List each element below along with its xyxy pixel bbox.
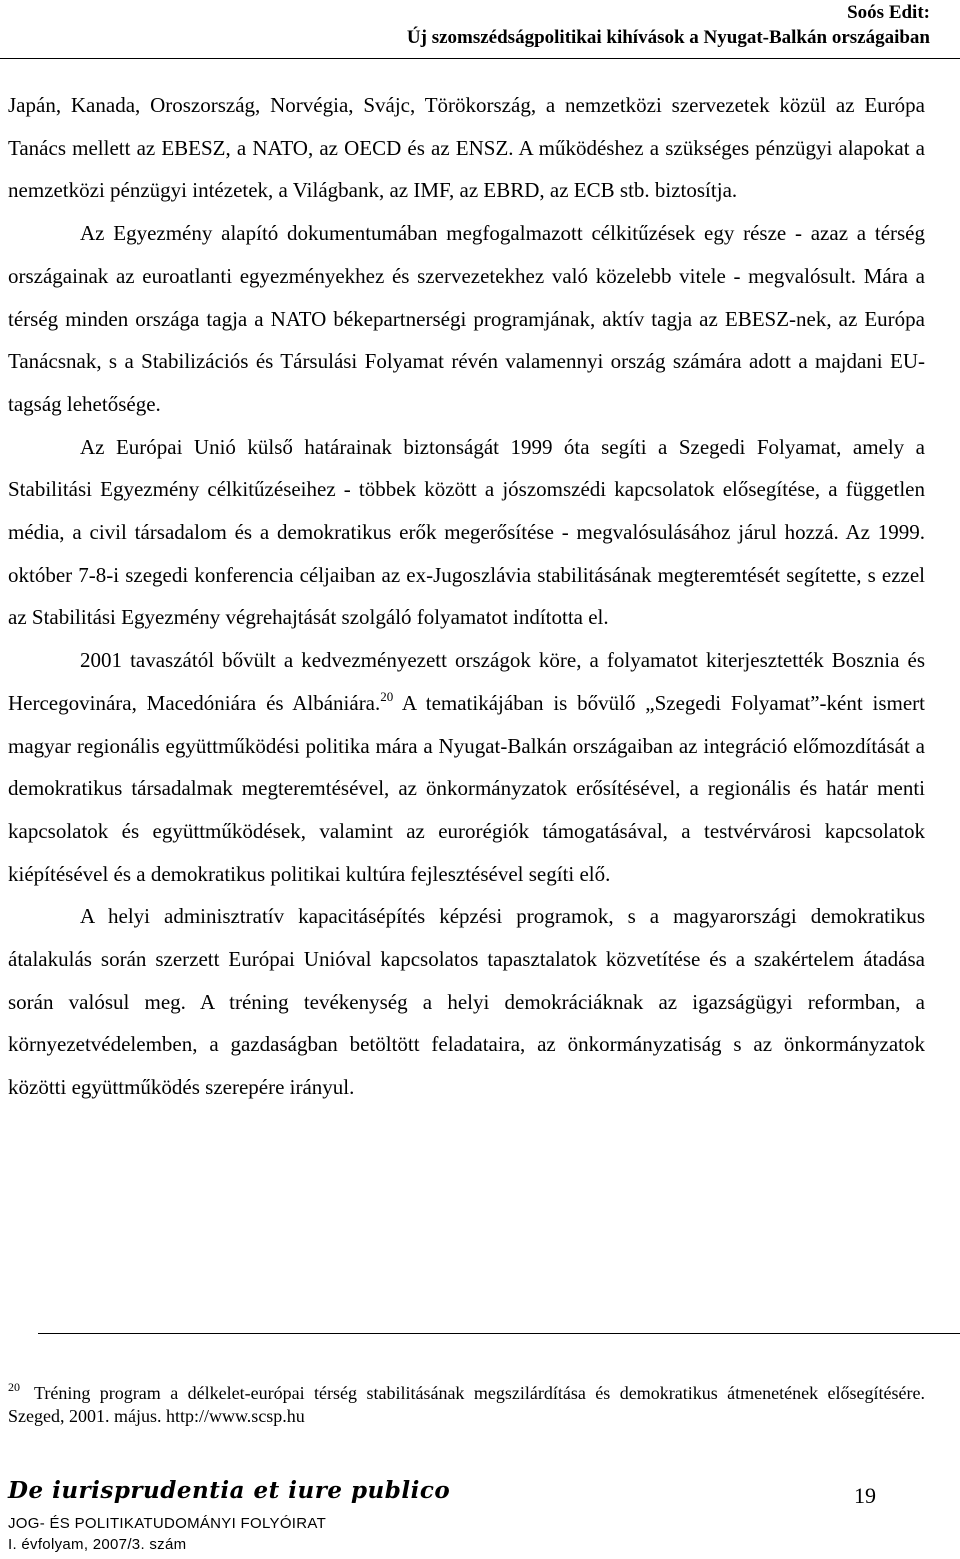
footnote-text: Tréning program a délkelet-európai térség stabilitásának megszilárdítása és demokratikus átmenetének elősegítésére. Szeged, 2001. május. http://www.scsp.hu (8, 1383, 925, 1426)
running-header (407, 0, 930, 50)
header-title: Új szomszédságpolitikai kihívások a Nyugat-Balkán országaiban (406, 27, 930, 48)
footnote-divider (38, 1333, 960, 1334)
header-divider (0, 58, 960, 59)
main-text (8, 84, 925, 1109)
header-author: Soós Edit: (847, 2, 930, 23)
footnote-number: 20 (8, 1380, 20, 1394)
paragraph-3: Az Európai Unió külső határainak biztonságát 1999 óta segíti a Szegedi Folyamat, amely a Stabilitási Egyezmény célkitűzéseihez - többek között a jószomszédi kapcsolatok elősegítése, a független média, a civil társadalom és a demokratikus erők megerősítése - megvalósulásához járul hozzá. Az 1999. október 7-8-i szegedi konferencia céljaiban az ex-Jugoszlávia stabilitásának megteremtését segítette, s ezzel az Stabilitási Egyezmény végrehajtását szolgáló folyamatot indította el. (8, 434, 925, 630)
journal-volume: I. évfolyam, 2007/3. szám (8, 1536, 187, 1553)
paragraph-4 (8, 639, 925, 895)
paragraph-4-part-1: 2001 tavaszától bővült a kedvezményezett országok köre, a folyamatot kiterjesztették Bosznia és Hercegovinára, Macedóniára és Albániára. (8, 648, 925, 715)
paragraph-4-part-2: A tematikájában is bővülő „Szegedi Folyamat”-ként ismert magyar regionális együttműködési politika mára a Nyugat-Balkán országaiban az integráció előmozdítását a demokratikus társadalmak megteremtésével, az önkormányzatok erősítésével, a regionális és határ menti kapcsolatok és együttműködések, valamint az eurorégiók támogatásával, a testvérvárosi kapcsolatok kiépítésével és a demokratikus politikai kultúra fejlesztésével segíti elő. (8, 690, 925, 886)
paragraph-1: Japán, Kanada, Oroszország, Norvégia, Svájc, Törökország, a nemzetközi szervezetek közül az Európa Tanács mellett az EBESZ, a NATO, az OECD és az ENSZ. A működéshez a szükséges pénzügyi alapokat a nemzetközi pénzügyi intézetek, a Világbank, az IMF, az EBRD, az ECB stb. biztosítja. (8, 93, 925, 203)
footnote (8, 1382, 925, 1428)
journal-title: De iurisprudentia et iure publico (8, 1477, 451, 1504)
journal-info (8, 1513, 326, 1555)
paragraph-2: Az Egyezmény alapító dokumentumában megfogalmazott célkitűzések egy része - azaz a térség országainak az euroatlanti egyezményekhez és szervezetekhez való közelebb vitele - megvalósult. Mára a térség minden országa tagja a NATO békepartnerségi programjának, aktív tagja az EBESZ-nek, az Európa Tanácsnak, s a Stabilizációs és Társulási Folyamat révén valamennyi ország számára adott a majdani EU-tagság lehetősége. (8, 221, 925, 416)
page-number: 19 (854, 1483, 876, 1508)
footnote-reference: 20 (380, 688, 394, 704)
paragraph-5: A helyi adminisztratív kapacitásépítés képzési programok, s a magyarországi demokratikus átalakulás során szerzett Európai Unióval kapcsolatos tapasztalatok közvetítése és a szakértelem átadása során valósul meg. A tréning tevékenység a helyi demokráciáknak az igazságügyi reformban, a környezetvédelemben, a gazdaságban betöltött feladataira, az önkormányzatiság s az önkormányzatok közötti együttműködés szerepére irányul. (8, 904, 925, 1100)
journal-subtitle: JOG- ÉS POLITIKATUDOMÁNYI FOLYÓIRAT (8, 1515, 327, 1532)
